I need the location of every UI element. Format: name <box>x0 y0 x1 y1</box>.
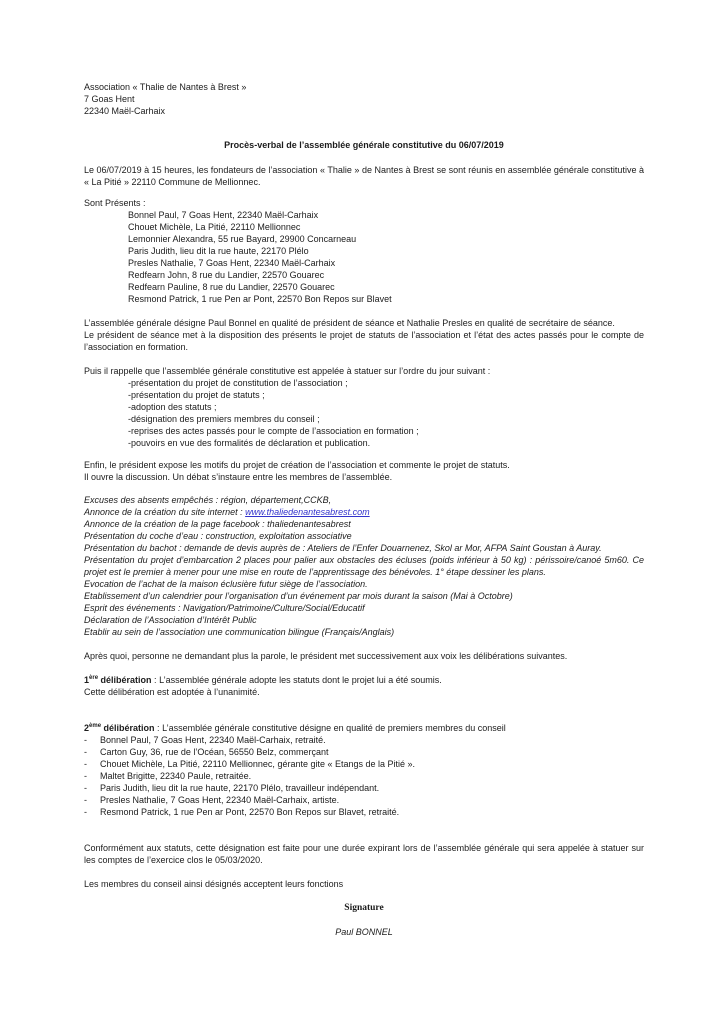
deliberation-1-label: délibération <box>98 675 152 685</box>
agenda-item: -désignation des premiers membres du conseil ; <box>128 414 320 424</box>
discussion-paragraph: Il ouvre la discussion. Un débat s’instaure entre les membres de l’assemblée. <box>84 472 393 482</box>
dash-marker: - <box>84 759 87 769</box>
attendees-heading: Sont Présents : <box>84 198 146 208</box>
council-member-item <box>84 758 644 770</box>
deliberation-2-heading <box>84 723 155 733</box>
deliberation-1-result: Cette délibération est adoptée à l’unanimité. <box>84 687 260 697</box>
attendees-list <box>84 209 644 305</box>
mandate-duration-paragraph: Conformément aux statuts, cette désignation est faite pour une durée expirant lors de l’assemblée générale qui sera appelée à statuer sur les comptes de l’exercice clos le 05/03/2020. <box>84 843 644 865</box>
dash-marker: - <box>84 795 87 805</box>
dash-marker: - <box>84 783 87 793</box>
president-expose-paragraph: Enfin, le président expose les motifs du projet de création de l’association et commente le projet de statuts. <box>84 460 510 470</box>
deliberation-1-paragraph <box>84 674 644 686</box>
note-calendrier: Etablissement d’un calendrier pour l’organisation d’un événement par mois durant la saison (Mai à Octobre) <box>84 591 513 601</box>
deliberation-2-paragraph <box>84 722 644 734</box>
note-facebook: Annonce de la création de la page facebook : thaliedenantesabrest <box>84 519 351 529</box>
agenda-item: -pouvoirs en vue des formalités de déclaration et publication. <box>128 438 371 448</box>
document-content <box>84 81 644 938</box>
deliberation-2-ordinal: ème <box>89 723 102 729</box>
agenda-item: -présentation du projet de constitution de l’association ; <box>128 378 348 388</box>
agenda-item: -adoption des statuts ; <box>128 402 217 412</box>
dash-marker: - <box>84 807 87 817</box>
deliberation-2-label: délibération <box>101 723 155 733</box>
council-member-item <box>84 794 644 806</box>
attendee-item: Redfearn Pauline, 8 rue du Landier, 22570 Gouarec <box>128 282 335 292</box>
deliberation-2-number: 2 <box>84 723 90 733</box>
sender-address-line2: 22340 Maël-Carhaix <box>84 106 166 116</box>
document-title: Procès-verbal de l’assemblée générale constitutive du 06/07/2019 <box>224 140 504 150</box>
council-member-text: Paris Judith, lieu dit la rue haute, 22170 Plélo, travailleur indépendant. <box>100 783 380 793</box>
note-excuses: Excuses des absents empêchés : région, département,CCKB, <box>84 495 332 505</box>
dash-marker: - <box>84 735 87 745</box>
deliberation-2-text: L’assemblée générale constitutive désigne en qualité de premiers membres du conseil <box>162 723 506 733</box>
statuts-disposition-paragraph: Le président de séance met à la disposition des présents le projet de statuts de l’association et l’état des actes passés pour le compte de l’association en formation. <box>84 330 644 352</box>
council-member-text: Resmond Patrick, 1 rue Pen ar Pont, 22570 Bon Repos sur Blavet, retraité. <box>100 807 400 817</box>
deliberation-1-heading <box>84 675 152 685</box>
note-website-prefix: Annonce de la création du site internet : <box>84 507 246 517</box>
attendee-item: Bonnel Paul, 7 Goas Hent, 22340 Maël-Carhaix <box>128 210 319 220</box>
council-member-item <box>84 770 644 782</box>
discussion-notes <box>84 494 644 638</box>
attendee-item: Presles Nathalie, 7 Goas Hent, 22340 Maël-Carhaix <box>128 258 336 268</box>
council-member-item <box>84 806 644 818</box>
agenda-intro-paragraph: Puis il rappelle que l’assemblée générale constitutive est appelée à statuer sur l’ordre du jour suivant : <box>84 366 491 376</box>
council-member-item <box>84 734 644 746</box>
council-member-item <box>84 782 644 794</box>
intro-paragraph: Le 06/07/2019 à 15 heures, les fondateurs de l’association « Thalie » de Nantes à Brest se sont réunis en assemblée générale constitutive à « La Pitié » 22110 Commune de Mellionnec. <box>84 165 644 187</box>
deliberation-2-separator: : <box>154 723 163 733</box>
note-communication-bilingue: Etablir au sein de l’association une communication bilingue (Français/Anglais) <box>84 627 395 637</box>
note-embarcation: Présentation du projet d’embarcation 2 places pour palier aux obstacles des écluses (poids inférieur à 50 kg) : périssoire/canoé 5m60. Ce projet est le premier à mener pour une mise en route de l’apprentissage des bénévoles. 1° étape dessiner les plans. <box>84 555 644 577</box>
note-maison-eclusiere: Evocation de l’achat de la maison éclusière futur siège de l’association. <box>84 579 368 589</box>
council-member-text: Bonnel Paul, 7 Goas Hent, 22340 Maël-Carhaix, retraité. <box>100 735 326 745</box>
note-coche-deau: Présentation du coche d’eau : construction, exploitation associative <box>84 531 352 541</box>
agenda-item: -reprises des actes passés pour le compte de l’association en formation ; <box>128 426 419 436</box>
signature-heading: Signature <box>344 903 384 913</box>
attendee-item: Lemonnier Alexandra, 55 rue Bayard, 29900 Concarneau <box>128 234 357 244</box>
agenda-list <box>84 377 644 449</box>
attendee-item: Redfearn John, 8 rue du Landier, 22570 Gouarec <box>128 270 325 280</box>
dash-marker: - <box>84 771 87 781</box>
attendee-item: Chouet Michèle, La Pitié, 22110 Mellionnec <box>128 222 301 232</box>
council-members-list <box>84 734 644 818</box>
vote-intro-paragraph: Après quoi, personne ne demandant plus la parole, le président met successivement aux voix les délibérations suivantes. <box>84 651 568 661</box>
council-member-text: Presles Nathalie, 7 Goas Hent, 22340 Maël-Carhaix, artiste. <box>100 795 340 805</box>
deliberation-1-ordinal: ère <box>89 675 99 681</box>
council-member-text: Carton Guy, 36, rue de l’Océan, 56550 Belz, commerçant <box>100 747 329 757</box>
acceptance-paragraph: Les membres du conseil ainsi désignés acceptent leurs fonctions <box>84 879 344 889</box>
note-bachot: Présentation du bachot : demande de devis auprès de : Ateliers de l’Enfer Douarnenez, Skol ar Mor, AFPA Saint Goustan à Auray. <box>84 543 602 553</box>
note-esprit-evenements: Esprit des événements : Navigation/Patrimoine/Culture/Social/Educatif <box>84 603 365 613</box>
deliberation-1-number: 1 <box>84 675 90 685</box>
agenda-item: -présentation du projet de statuts ; <box>128 390 265 400</box>
website-link[interactable]: www.thaliedenantesabrest.com <box>245 507 370 517</box>
president-expose-block <box>84 459 644 483</box>
association-name: Association « Thalie de Nantes à Brest » <box>84 82 247 92</box>
attendee-item: Paris Judith, lieu dit la rue haute, 22170 Plélo <box>128 246 309 256</box>
attendee-item: Resmond Patrick, 1 rue Pen ar Pont, 22570 Bon Repos sur Blavet <box>128 294 392 304</box>
council-member-text: Maltet Brigitte, 22340 Paule, retraitée. <box>100 771 252 781</box>
council-member-text: Chouet Michèle, La Pitié, 22110 Mellionnec, gérante gite « Etangs de la Pitié ». <box>100 759 416 769</box>
council-member-item <box>84 746 644 758</box>
sender-address-line1: 7 Goas Hent <box>84 94 135 104</box>
signatory-name: Paul BONNEL <box>335 927 393 937</box>
deliberation-1-text: L’assemblée générale adopte les statuts dont le projet lui a été soumis. <box>159 675 442 685</box>
note-website <box>84 506 644 518</box>
dash-marker: - <box>84 747 87 757</box>
session-officers-paragraph: L’assemblée générale désigne Paul Bonnel en qualité de président de séance et Nathalie Presles en qualité de secrétaire de séance. <box>84 318 615 328</box>
note-declaration-interet-public: Déclaration de l’Association d’Intérêt Public <box>84 615 257 625</box>
sender-block <box>84 81 644 117</box>
deliberation-1-separator: : <box>151 675 160 685</box>
